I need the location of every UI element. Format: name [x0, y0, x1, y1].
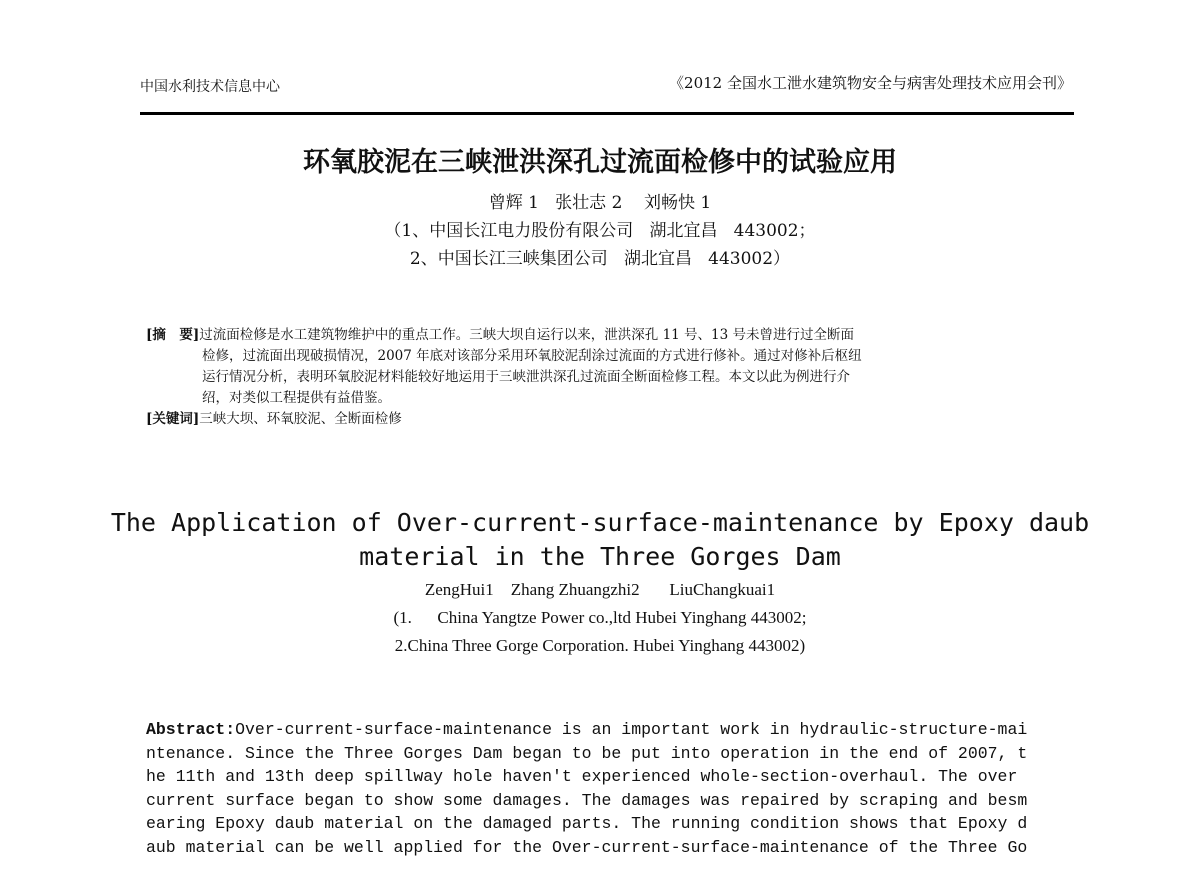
abstract-cn-line: 绍，对类似工程提供有益借鉴。 — [202, 390, 391, 406]
abstract-en-line: ntenance. Since the Three Gorges Dam began to be put into operation in the end of 2007, t — [146, 743, 1028, 763]
authors-en: ZengHui1 Zhang Zhuangzhi2 LiuChangkuai1 — [424, 580, 776, 599]
paper-title-en-line-2: material in the Three Gorges Dam — [359, 542, 841, 571]
affiliation-cn-1: （1、中国长江电力股份有限公司 湖北宜昌 443002； — [384, 221, 816, 241]
header-journal-title: 《2012 全国水工泄水建筑物安全与病害处理技术应用会刊》 — [669, 74, 1072, 92]
keywords-cn — [146, 409, 1066, 430]
abstract-en-line: he 11th and 13th deep spillway hole haven't experienced whole-section-overhaul. The over — [146, 767, 1018, 786]
keywords-cn-label: [关键词] — [146, 411, 200, 427]
keywords-cn-text: 三峡大坝、环氧胶泥、全断面检修 — [199, 411, 402, 427]
abstract-en-line: aub material can be well applied for the Over-current-surface-maintenance of the Three Go — [146, 837, 1028, 857]
paper-title-cn: 环氧胶泥在三峡泄洪深孔过流面检修中的试验应用 — [303, 147, 897, 178]
header-organization: 中国水利技术信息中心 — [140, 79, 280, 95]
header-divider — [140, 112, 1074, 115]
affiliation-en-2: 2.China Three Gorge Corporation. Hubei Yinghang 443002) — [394, 636, 806, 655]
paper-title-en-line-1: The Application of Over-current-surface-maintenance by Epoxy daub — [110, 508, 1090, 537]
abstract-cn — [146, 325, 1066, 430]
authors-cn: 曾辉 1 张壮志 2 刘畅快 1 — [488, 193, 712, 213]
abstract-en-text: Over-current-surface-maintenance is an important work in hydraulic-structure-mai — [235, 720, 1028, 739]
abstract-cn-label: [摘 要] — [146, 327, 200, 343]
affiliation-cn-2: 2、中国长江三峡集团公司 湖北宜昌 443002） — [409, 249, 791, 269]
abstract-en-line: current surface began to show some damages. The damages was repaired by scraping and besm — [146, 790, 1028, 810]
abstract-en-line — [146, 718, 1086, 742]
abstract-en-line: earing Epoxy daub material on the damaged parts. The running condition shows that Epoxy d — [146, 814, 1028, 833]
abstract-cn-line: 检修，过流面出现破损情况，2007 年底对该部分采用环氧胶泥刮涂过流面的方式进行修补。通过对修补后枢纽 — [202, 348, 862, 364]
abstract-en-label: Abstract: — [146, 720, 236, 739]
abstract-en — [146, 718, 1086, 859]
abstract-cn-line: 运行情况分析，表明环氧胶泥材料能较好地运用于三峡泄洪深孔过流面全断面检修工程。本文以此为例进行介 — [202, 369, 850, 385]
abstract-cn-text: 过流面检修是水工建筑物维护中的重点工作。三峡大坝自运行以来，泄洪深孔 11 号、13 号未曾进行过全断面 — [199, 327, 855, 343]
abstract-cn-line — [146, 325, 1066, 346]
affiliation-en-1: (1. China Yangtze Power co.,ltd Hubei Yinghang 443002; — [393, 608, 807, 627]
